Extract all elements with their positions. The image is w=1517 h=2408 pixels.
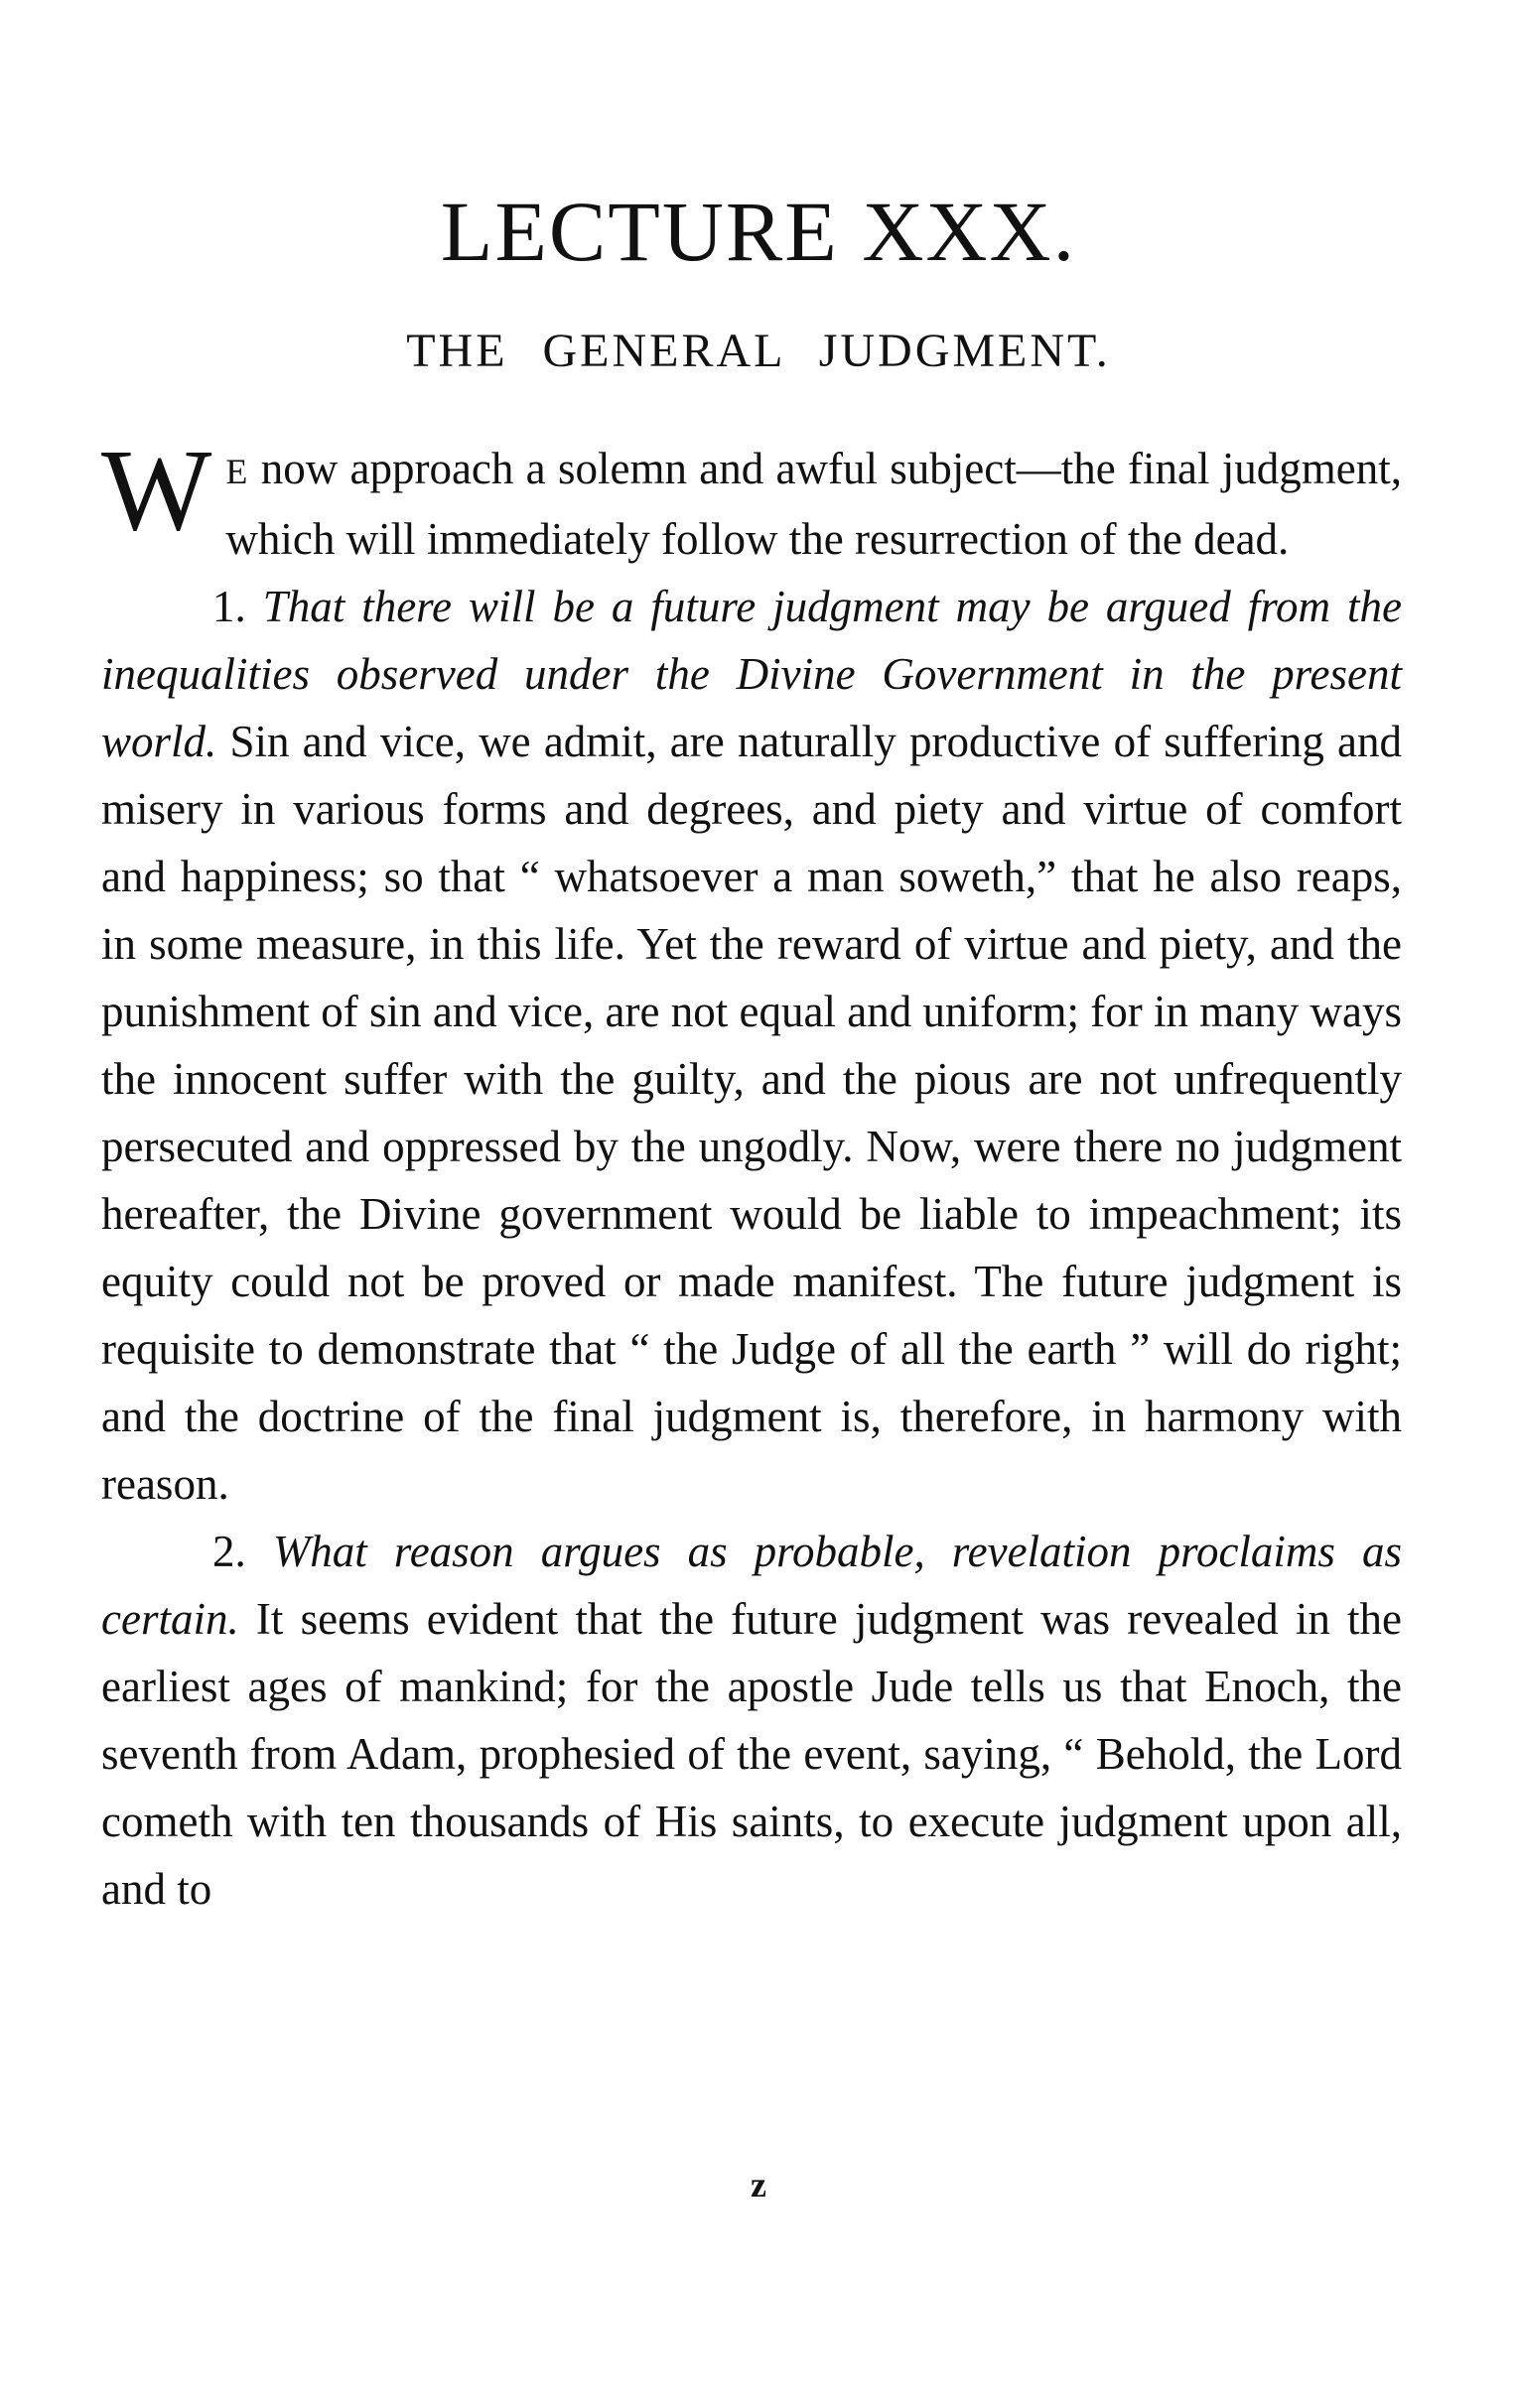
- intro-paragraph: [101, 425, 1403, 573]
- section-2-text: It seems evident that the future judgment was revealed in the earliest ages of mankind; for the apostle Jude tells us that Enoch, the seventh from Adam, prophesied of the event, saying, “ Behold, the Lord cometh with ten thousands of His saints, to execute judgment upon all, and to: [101, 1594, 1403, 1914]
- first-word-rest: E: [225, 452, 249, 491]
- section-1-text: Sin and vice, we admit, are naturally productive of suffering and misery in various forms and degrees, and piety and virtue of comfort and happiness; so that “ whatsoever a man soweth,” that he also reaps, in some measure, in this life. Yet the reward of virtue and piety, and the punishment of sin and vice, are not equal and uniform; for in many ways the innocent suffer with the guilty, and the pious are not unfrequently persecuted and oppressed by the ungodly. Now, were there no judgment hereafter, the Divine government would be liable to impeachment; its equity could not be proved or made manifest. The future judgment is requisite to demonstrate that “ the Judge of all the earth ” will do right; and the doctrine of the final judgment is, therefore, in harmony with reason.: [101, 717, 1403, 1509]
- intro-text: now approach a solemn and awful subject—the final judgment, which will immediately follow the resurrection of the dead.: [225, 444, 1403, 564]
- section-2-paragraph: [101, 1518, 1402, 1923]
- lecture-title: LECTURE XXX.: [440, 184, 1077, 279]
- body-text: [101, 425, 1403, 1923]
- signature-mark: z: [751, 2165, 766, 2205]
- section-1-lead: That there will be a future judgment may be argued from the inequalities observed under the Divine Government in the present world.: [101, 582, 1402, 766]
- section-2-number: 2.: [212, 1527, 246, 1576]
- section-1-number: 1.: [212, 582, 246, 631]
- lecture-subtitle: THE GENERAL JUDGMENT.: [406, 325, 1111, 377]
- section-2-lead: What reason argues as probable, revelation proclaims as certain.: [101, 1527, 1403, 1644]
- drop-cap: W: [101, 425, 212, 555]
- section-1-paragraph: [101, 573, 1402, 1518]
